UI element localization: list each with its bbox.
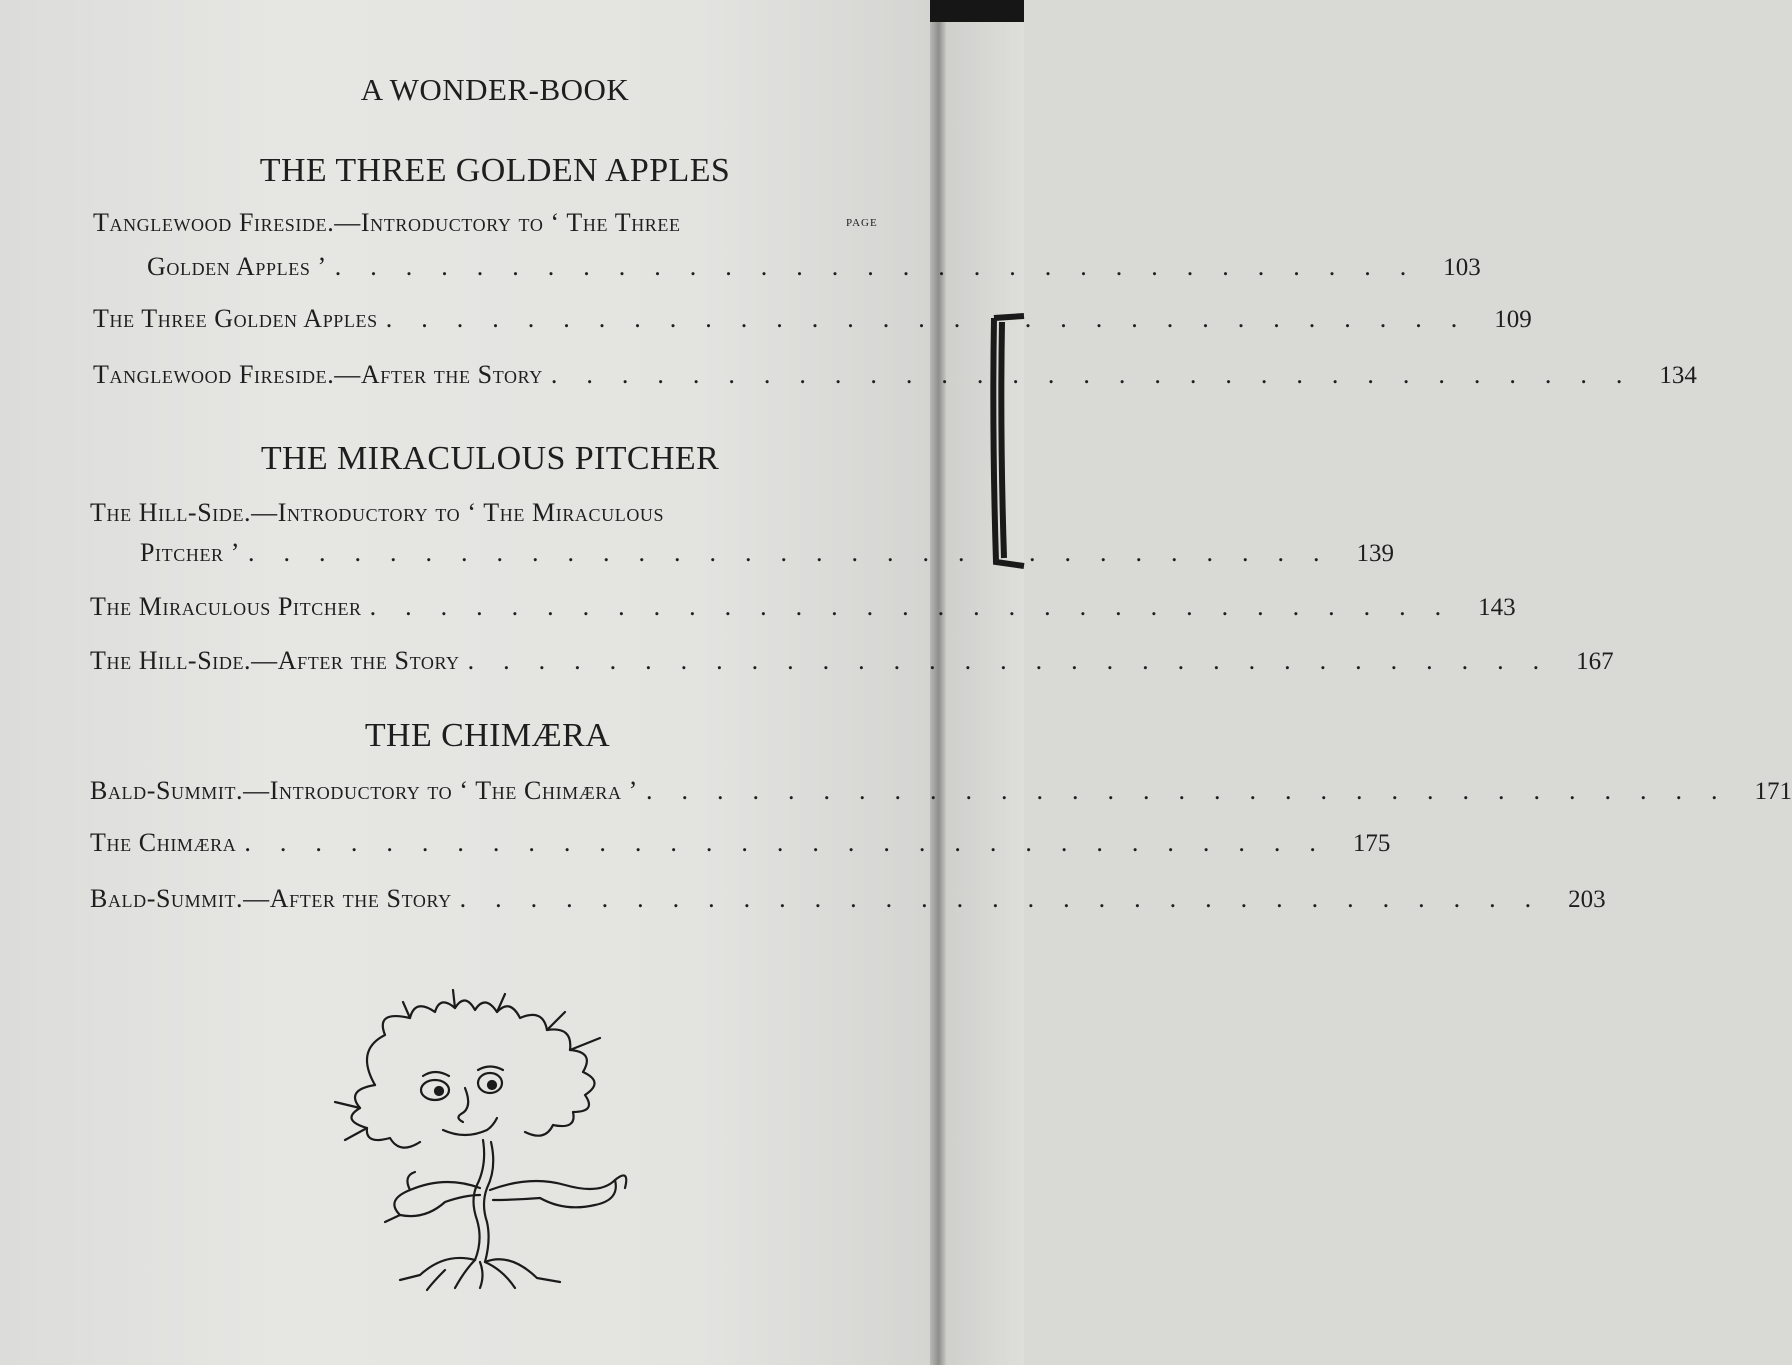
toc-entry-title: Pitcher ’ [140, 538, 241, 567]
facing-page-illustration-edge [988, 312, 1024, 572]
dark-background-corner [930, 0, 1024, 22]
toc-entry[interactable] [93, 304, 1532, 334]
toc-page-number: 143 [1478, 594, 1516, 621]
toc-entry[interactable] [140, 538, 1395, 568]
toc-entry-title: The Three Golden Apples [93, 304, 378, 333]
toc-entry-title: Bald-Summit.—After the Story [90, 884, 452, 913]
toc-entry[interactable] [93, 360, 1697, 390]
toc-entry[interactable] [90, 884, 1606, 914]
toc-page-number: 109 [1494, 306, 1532, 333]
dot-leader: ............................... [459, 884, 1561, 913]
dot-leader: ............................... [334, 252, 1436, 281]
toc-entry[interactable] [90, 828, 1391, 858]
toc-entry-title: The Chimæra [90, 828, 237, 857]
book-gutter [930, 0, 946, 1365]
toc-entry-line1[interactable]: The Hill-Side.—Introductory to ‘ The Miraculous [90, 498, 665, 527]
dot-leader: ............................... [550, 360, 1652, 389]
dot-leader: ............................... [645, 776, 1747, 805]
toc-entry-title: The Hill-Side.—After the Story [90, 646, 460, 675]
toc-page-number: 171 [1754, 778, 1792, 805]
toc-page-number: 139 [1356, 540, 1395, 567]
toc-page-number: 203 [1568, 886, 1606, 913]
toc-page-number: 103 [1443, 254, 1481, 281]
toc-entry-title: Golden Apples ’ [147, 252, 327, 281]
toc-entry[interactable] [90, 646, 1614, 676]
toc-page-number: 134 [1659, 362, 1697, 389]
tree-face-ornament [315, 990, 645, 1290]
dot-leader: ............................... [369, 592, 1471, 621]
page-column-label: PAGE [846, 217, 878, 229]
toc-page-number: 167 [1576, 648, 1614, 675]
toc-entry[interactable] [90, 592, 1516, 622]
dot-leader: ............................... [244, 828, 1345, 857]
toc-page-number: 175 [1352, 830, 1391, 857]
dot-leader: ............................... [248, 538, 1349, 567]
toc-entry-title: Bald-Summit.—Introductory to ‘ The Chimæra ’ [90, 776, 638, 805]
toc-entry[interactable] [147, 252, 1481, 282]
toc-entry[interactable] [90, 776, 1792, 806]
book-title: A WONDER-BOOK [360, 72, 630, 107]
section-heading-chimaera: THE CHIMÆRA [364, 717, 611, 754]
dot-leader: ............................... [385, 304, 1487, 333]
section-heading-three-golden-apples: THE THREE GOLDEN APPLES [259, 152, 731, 189]
dot-leader: ............................... [467, 646, 1569, 675]
facing-page-edge [946, 0, 1024, 1365]
toc-entry-title: Tanglewood Fireside.—After the Story [93, 360, 543, 389]
toc-entry-title: The Miraculous Pitcher [90, 592, 362, 621]
section-heading-miraculous-pitcher: THE MIRACULOUS PITCHER [260, 440, 720, 477]
toc-entry-line1[interactable]: Tanglewood Fireside.—Introductory to ‘ The Three [93, 208, 681, 237]
